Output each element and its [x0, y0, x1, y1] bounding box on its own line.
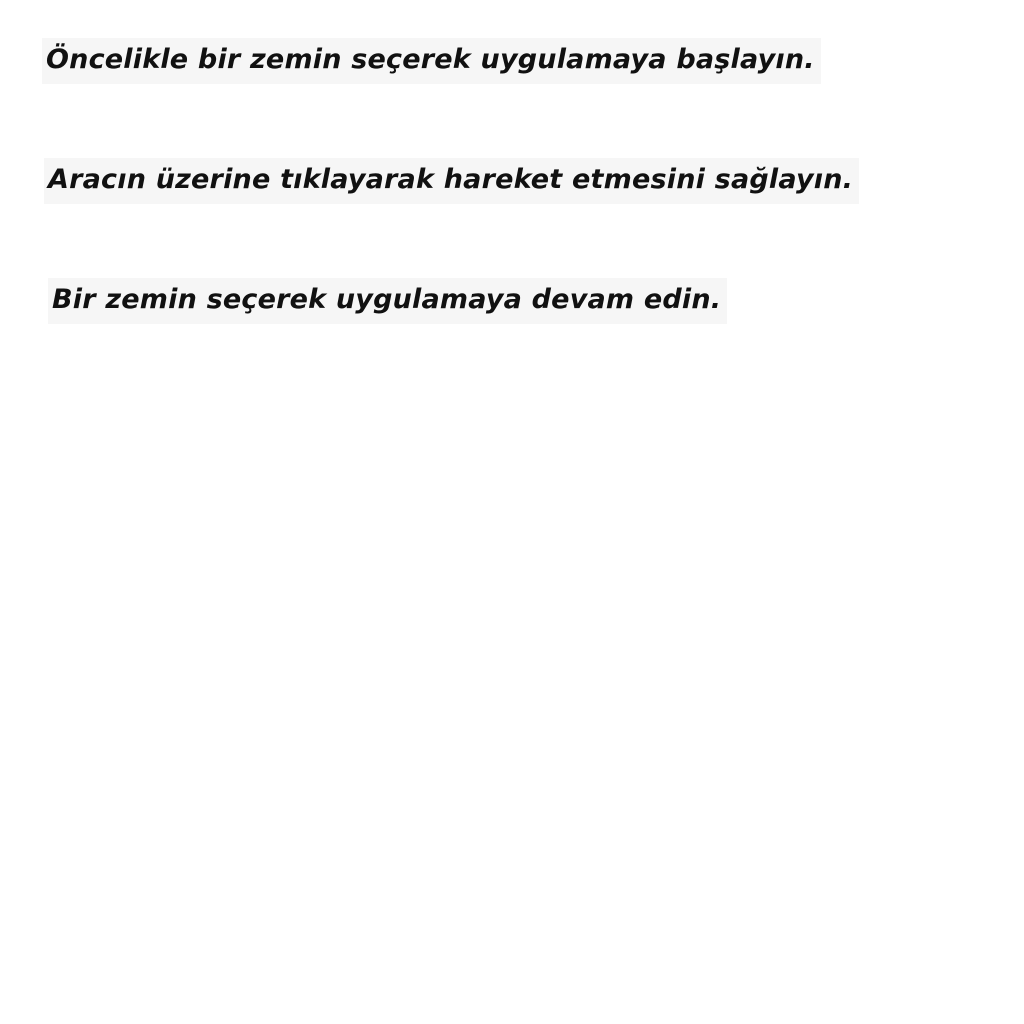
instruction-vehicle-text: Aracın üzerine tıklayarak hareket etmesini sağlayın.	[44, 158, 859, 204]
instruction-start-text: Öncelikle bir zemin seçerek uygulamaya başlayın.	[42, 38, 821, 84]
instruction-continue-text: Bir zemin seçerek uygulamaya devam edin.	[48, 278, 727, 324]
